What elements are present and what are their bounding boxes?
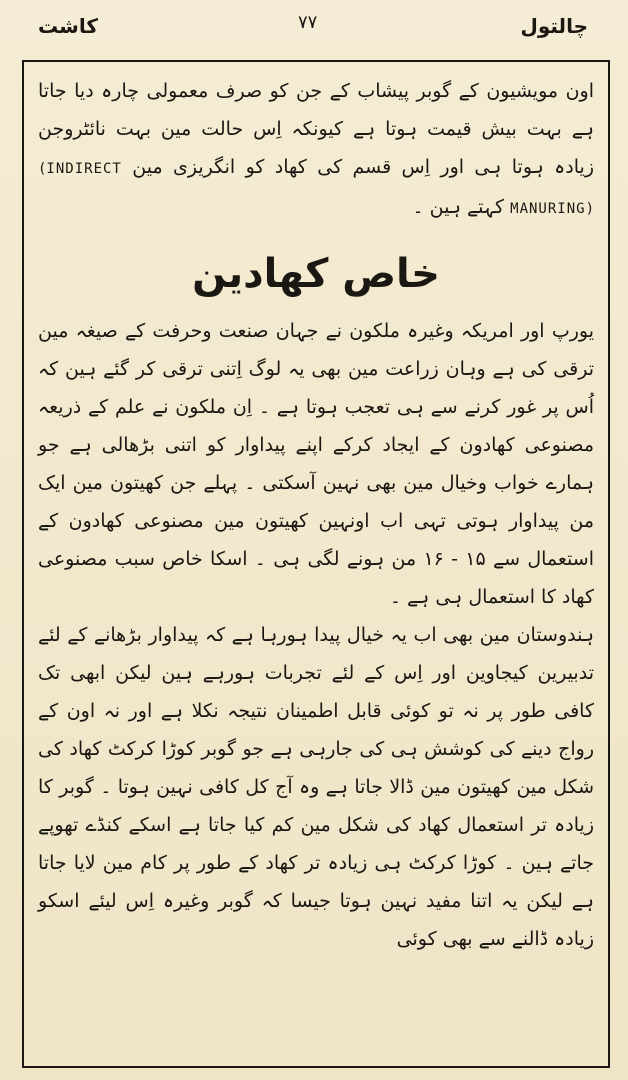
section-heading: خاص کھادین xyxy=(192,251,440,297)
paragraph-1 xyxy=(38,72,594,228)
paragraph-3: ہندوستان مین بھی اب یہ خیال پیدا ہورہا ہے کہ پیداوار بڑھانے کے لئے تدبیرین کیجاوین اور اِس کے لئے تجربات ہورہے ہین لیکن ابھی تک کافی طور پر نہ تو کوئی قابل اطمینان نتیجہ نکلا ہے اور نہ اون کے رواج دینے کی کوشش ہی کی جارہی ہے جو گوبر کوڑا کرکٹ کھاد کی شکل مین کھیتون مین ڈالا جاتا ہے وہ آج کل کافی نہین ہوتا ۔ گوبر کا زیادہ تر استعمال کھاد کی شکل مین کم کیا جاتا ہے اسکے کنڈے تھوپے جاتے ہین ۔ کوڑا کرکٹ ہی زیادہ تر کھاد کے طور پر کام مین لایا جاتا ہے لیکن یہ اتنا مفید نہین ہوتا جیسا کہ گوبر وغیرہ اِس لیئے اسکو زیادہ ڈالنے سے بھی کوئی xyxy=(38,624,594,950)
page-number: ۷۷ xyxy=(298,12,318,33)
paragraph-1-text: اون مویشیون کے گوبر پیشاب کے جن کو صرف معمولی چارہ دیا جاتا ہے بہت بیش قیمت ہوتا ہے کیونکہ اِس حالت مین بہت نائٹروجن زیادہ ہوتا ہی اور اِس قسم کی کھاد کو انگریزی مین xyxy=(38,80,595,178)
paragraph-1-end: کہتے ہین ۔ xyxy=(412,196,505,218)
page-header xyxy=(0,8,628,48)
running-title-left: کاشت xyxy=(38,14,98,38)
paragraph-2: یورپ اور امریکہ وغیرہ ملکون نے جہان صنعت وحرفت کے صیغہ مین ترقی کی ہے وہان زراعت مین بھی یہ لوگ اِتنی ترقی کر گئے ہین کہ اُس پر غور کرنے سے ہی تعجب ہوتا ہے ۔ اِن ملکون نے علم کے ذریعہ مصنوعی کھادون کے ایجاد کرکے اپنے پیداوار کو اتنی بڑھالی ہے جو ہمارے خواب وخیال مین بھی نہین آسکتی ۔ پہلے جن کھیتون مین ایک من پیداوار ہوتی تہی اب اونہین کھیتون مین مصنوعی کھادون کے استعمال سے ۱۵ - ۱۶ من ہونے لگی ہی ۔ اسکا خاص سبب مصنوعی کھاد کا استعمال ہی ہے ۔ xyxy=(38,320,594,608)
main-text xyxy=(38,72,594,958)
english-term: (INDIRECT MANURING) xyxy=(38,161,594,217)
running-title-right: چالتول xyxy=(520,14,588,38)
